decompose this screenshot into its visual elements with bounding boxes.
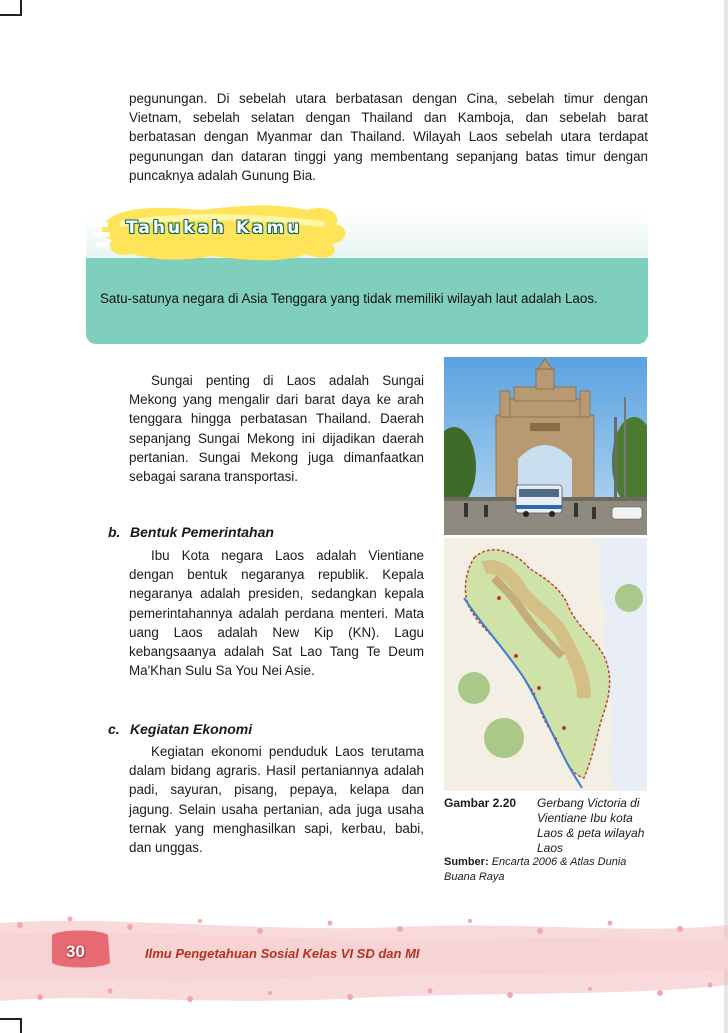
section-c-paragraph [129, 742, 424, 857]
crop-mark-bottom-left [0, 1018, 22, 1033]
page-edge [724, 0, 728, 1033]
info-box [86, 198, 648, 344]
section-b-text: Ibu Kota negara Laos adalah Vientiane dengan bentuk negaranya republik. Kepala negaranya adalah presiden, sedangkan kepala pemerintahannya adalah perdana menteri. Mata uang Laos adalah New Kip (KN). Lagu kebangsaanya adalah Sat Lao Tang Te Deum Ma'Khan Sulu Sa You Nei Asie. [129, 548, 424, 679]
figure-source [444, 855, 649, 885]
book-title: Ilmu Pengetahuan Sosial Kelas VI SD dan MI [145, 946, 420, 961]
section-c-text: Kegiatan ekonomi penduduk Laos terutama dalam bidang agraris. Hasil pertaniannya adalah padi, sayuran, pisang, pepaya, kelapa dan jagung. Selain usaha pertanian, ada juga usaha ternak yang menghasilkan sapi, kerbau, babi, dan unggas. [129, 744, 424, 856]
section-c-heading [108, 721, 252, 737]
figure-source-text: Encarta 2006 & Atlas Dunia Buana Raya [444, 856, 627, 883]
laos-map [444, 538, 647, 791]
section-b-heading [108, 524, 274, 540]
section-c-title: Kegiatan Ekonomi [130, 721, 253, 737]
section-b-title: Bentuk Pemerintahan [130, 524, 274, 540]
page-number: 30 [66, 942, 85, 961]
figure-caption-text: Gerbang Victoria di Vientiane Ibu kota Laos & peta wilayah Laos [537, 796, 645, 855]
section-c-letter: c. [108, 721, 120, 737]
section-b-paragraph [129, 546, 424, 680]
info-box-title: Tahukah Kamu [126, 218, 303, 238]
figure-source-label: Sumber: [444, 856, 489, 868]
info-box-text: Satu-satunya negara di Asia Tenggara yang tidak memiliki wilayah laut adalah Laos. [100, 291, 598, 306]
mekong-text: Sungai penting di Laos adalah Sungai Mekong yang mengalir dari barat daya ke arah tenggara hingga perbatasan Thailand. Daerah sepanjang Sungai Mekong ini dijadikan daerah pertanian. Sungai Mekong juga dimanfaatkan sebagai sarana transportasi. [129, 373, 424, 485]
crop-mark-top-left [0, 0, 22, 16]
section-b-letter: b. [108, 524, 121, 540]
figure-label: Gambar 2.20 [444, 796, 517, 810]
intro-paragraph: pegunungan. Di sebelah utara berbatasan dengan Cina, sebelah timur dengan Vietnam, sebelah selatan dengan Thailand dan Kamboja, dan sebelah barat berbatasan dengan Myanmar dan Thailand. Wilayah Laos sebelah utara terdapat pegunungan dan dataran tinggi yang membentang sepanjang batas timur dengan puncaknya adalah Gunung Bia. [129, 91, 648, 183]
victory-gate-photo [444, 357, 647, 535]
mekong-paragraph [129, 371, 424, 486]
